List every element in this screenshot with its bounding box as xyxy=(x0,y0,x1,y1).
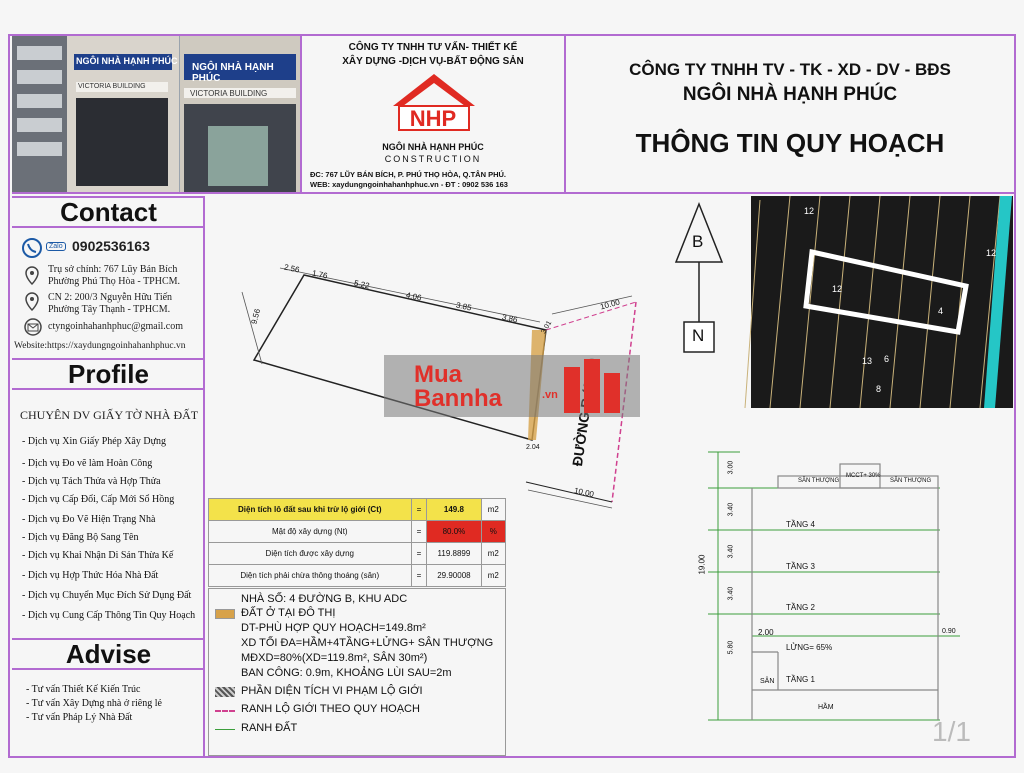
table-cell: m2 xyxy=(481,499,505,521)
advise-item: - Tư vấn Thiết Kế Kiến Trúc xyxy=(26,684,141,695)
watermark-line1: Mua xyxy=(414,361,462,388)
dim-label: 3.85 xyxy=(455,300,473,313)
dim-label: 2.04 xyxy=(526,444,540,451)
table-cell: Mật độ xây dựng (Nt) xyxy=(209,521,412,543)
compass-b-label: B xyxy=(692,232,704,251)
section-yard: SÂN xyxy=(760,678,775,685)
section-balcony: 0.90 xyxy=(942,628,956,635)
section-basement: HẦM xyxy=(818,704,834,711)
dim-label: 3.01 xyxy=(540,319,554,336)
service-item: - Dịch vụ Cấp Đổi, Cấp Mới Sổ Hồng xyxy=(22,494,175,505)
notes-box xyxy=(208,588,506,756)
table-row xyxy=(209,521,506,543)
map-parcel-label: 13 xyxy=(862,356,873,366)
company-web: WEB: xaydungngoinhahanhphuc.vn - ĐT : 0902 536 163 xyxy=(310,180,508,189)
map-parcel-label: 8 xyxy=(876,384,882,394)
section-floor: TẦNG 2 xyxy=(786,603,815,612)
page-number: 1/1 xyxy=(932,716,971,747)
table-cell: m2 xyxy=(481,565,505,587)
photo-sign-4: VICTORIA BUILDING xyxy=(190,89,268,98)
table-cell: % xyxy=(481,521,505,543)
service-item: - Dịch vụ Xin Giấy Phép Xây Dựng xyxy=(22,436,167,447)
photo-sign-2: NGÔI NHÀ HẠNH PHÚC xyxy=(192,62,274,84)
contact-email[interactable]: ctyngoinhahanhphuc@gmail.com xyxy=(48,321,184,332)
map-parcel-label: 12 xyxy=(832,284,843,294)
photo-sign-3: VICTORIA BUILDING xyxy=(78,83,146,90)
service-item: - Dịch vụ Cung Cấp Thông Tin Quy Hoạch xyxy=(22,610,196,621)
contact-website[interactable]: Website:https://xaydungngoinhahanhphuc.vn xyxy=(14,341,186,351)
section-floor: TẦNG 1 xyxy=(786,675,815,684)
road-label: ĐƯỜNG xyxy=(569,410,593,468)
road-boundary-line xyxy=(546,302,636,330)
dim-label: 3.86 xyxy=(501,312,519,325)
dim-label: 10.00 xyxy=(599,297,621,312)
service-item: - Dịch vụ Đo vẽ làm Hoàn Công xyxy=(22,458,153,469)
compass-n-label: N xyxy=(692,326,705,345)
title-brand: NGÔI NHÀ HẠNH PHÚC xyxy=(682,84,898,105)
service-item: - Dịch vụ Đăng Bộ Sang Tên xyxy=(22,532,139,543)
advise-item: - Tư vấn Pháp Lý Nhà Đất xyxy=(26,712,133,723)
note-line: BAN CÔNG: 0.9m, KHOẢNG LÙI SAU=2m xyxy=(241,667,452,679)
note-line: DT-PHÙ HỢP QUY HOẠCH=149.8m² xyxy=(241,622,426,634)
profile-subheading: CHUYÊN DV GIẤY TỜ NHÀ ĐẤT xyxy=(20,408,199,422)
watermark xyxy=(384,355,640,417)
section-dim: 3.40 xyxy=(727,502,735,517)
section-floor: TẦNG 4 xyxy=(786,520,815,529)
table-cell: = xyxy=(411,499,427,521)
logo-sub: CONSTRUCTION xyxy=(384,154,482,164)
watermark-line2: Bannha xyxy=(414,385,503,412)
table-row xyxy=(209,565,506,587)
section-green-lines xyxy=(708,452,960,720)
service-item: - Dịch vụ Đo Vẽ Hiện Trạng Nhà xyxy=(22,514,156,525)
note-line: ĐẤT Ở TẠI ĐÔ THỊ xyxy=(241,607,336,619)
note-line: XD TỐI ĐA=HẦM+4TẦNG+LỬNG+ SÂN THƯỢNG xyxy=(241,637,494,649)
profile-heading: Profile xyxy=(12,358,205,390)
service-item: - Dịch vụ Hợp Thức Hóa Nhà Đất xyxy=(22,570,159,581)
advise-item: - Tư vấn Xây Dựng nhà ở riêng lẻ xyxy=(26,698,162,709)
logo-mark: NHP xyxy=(409,106,457,131)
table-cell: 119.8899 xyxy=(427,543,481,565)
table-cell: = xyxy=(411,543,427,565)
title-company: CÔNG TY TNHH TV - TK - XD - DV - BĐS xyxy=(629,60,951,79)
contact-heading: Contact xyxy=(12,196,205,228)
table-cell: 29.90008 xyxy=(427,565,481,587)
map-parcel-label: 6 xyxy=(884,354,890,364)
office1-line2: Phường Phú Thọ Hòa - TPHCM. xyxy=(48,276,181,287)
table-cell: = xyxy=(411,521,427,543)
dim-label: 1.76 xyxy=(311,268,329,281)
advise-heading: Advise xyxy=(12,638,205,670)
table-cell: = xyxy=(411,565,427,587)
section-floor: TẦNG 3 xyxy=(786,562,815,571)
note-line: NHÀ SỐ: 4 ĐƯỜNG B, KHU ADC xyxy=(241,593,408,605)
dim-label: 10.00 xyxy=(573,486,595,499)
legend-swatch-land xyxy=(215,609,235,619)
logo-name: NGÔI NHÀ HẠNH PHÚC xyxy=(382,142,484,152)
section-dim: 3.40 xyxy=(727,586,735,601)
dim-left-line xyxy=(242,292,262,364)
table-cell: Diện tích được xây dựng xyxy=(209,543,412,565)
table-cell: m2 xyxy=(481,543,505,565)
service-item: - Dịch vụ Chuyển Mục Đích Sử Dụng Đất xyxy=(22,590,192,601)
map-parcel-label: 12 xyxy=(986,248,997,258)
watermark-suffix: .vn xyxy=(542,389,558,401)
building-icon xyxy=(562,357,622,415)
section-rooftop-right: SÂN THƯỢNG xyxy=(890,478,932,484)
table-cell: 149.8 xyxy=(427,499,481,521)
section-walls xyxy=(752,464,938,720)
legend-land: RANH ĐẤT xyxy=(241,722,298,734)
contact-phone[interactable]: 0902536163 xyxy=(72,238,150,254)
section-dim: 5.80 xyxy=(727,640,735,655)
cadastral-map xyxy=(751,196,1013,408)
office2-line1: CN 2: 200/3 Nguyễn Hữu Tiến xyxy=(48,292,173,303)
legend-boundary: RANH LỘ GIỚI THEO QUY HOẠCH xyxy=(241,703,420,715)
section-mcct: MCCT+ 30% xyxy=(846,473,881,479)
legend-swatch-violation xyxy=(215,687,235,697)
dim-label: 4.06 xyxy=(405,290,423,303)
legend-line-land xyxy=(215,729,235,730)
table-row xyxy=(209,499,506,521)
table-cell: Diện tích lô đất sau khi trừ lộ giới (Ct) xyxy=(209,499,412,521)
dim-label: 9.56 xyxy=(249,307,263,326)
section-mezzanine: LỬNG= 65% xyxy=(786,643,833,652)
service-item: - Dịch vụ Tách Thửa và Hợp Thửa xyxy=(22,476,161,487)
dim-label: 2.56 xyxy=(283,262,301,275)
office1-line1: Trụ sở chính: 767 Lũy Bán Bích xyxy=(48,264,178,275)
table-row xyxy=(209,543,506,565)
section-total-height: 19.00 xyxy=(697,554,707,575)
title-document: THÔNG TIN QUY HOẠCH xyxy=(635,128,945,158)
logo-company-line2: XÂY DỰNG -DỊCH VỤ-BẤT ĐỘNG SẢN xyxy=(342,56,524,67)
logo-company-line1: CÔNG TY TNHH TƯ VẤN- THIẾT KẾ xyxy=(348,42,518,53)
office2-line2: Phường Tây Thạnh - TPHCM. xyxy=(48,304,171,315)
area-table xyxy=(208,498,506,587)
map-parcel-label: 12 xyxy=(804,206,815,216)
dim-label: 5.22 xyxy=(353,278,371,291)
section-dim: 3.00 xyxy=(727,460,735,475)
photo-sign-1: NGÔI NHÀ HẠNH PHÚC xyxy=(76,56,178,66)
section-setback: 2.00 xyxy=(758,628,774,637)
company-address: ĐC: 767 LŨY BÁN BÍCH, P. PHÚ THỌ HÒA, Q.TÂN PHÚ. xyxy=(310,170,506,179)
map-parcel-label: 4 xyxy=(938,306,944,316)
service-item: - Dịch vụ Khai Nhận Di Sản Thừa Kế xyxy=(22,550,174,561)
legend-violation: PHẦN DIỆN TÍCH VI PHẠM LỘ GIỚI xyxy=(241,685,423,697)
section-dim: 3.40 xyxy=(727,544,735,559)
legend-line-boundary xyxy=(215,710,235,712)
section-rooftop-left: SÂN THƯỢNG xyxy=(798,478,840,484)
table-cell: 80.0% xyxy=(427,521,481,543)
note-line: MĐXD=80%(XD=119.8m², SÂN 30m²) xyxy=(241,652,428,664)
table-cell: Diện tích phải chừa thông thoáng (sân) xyxy=(209,565,412,587)
zalo-badge: Zalo xyxy=(46,242,66,251)
